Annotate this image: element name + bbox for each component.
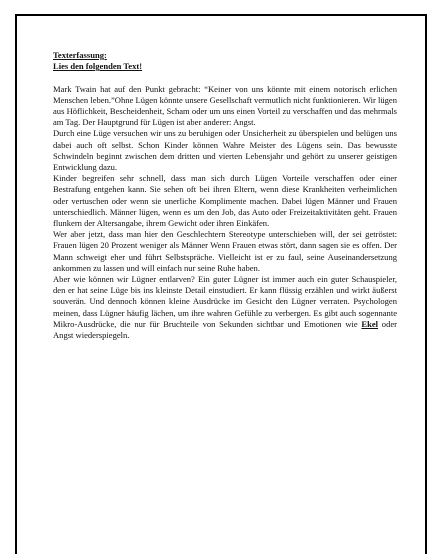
paragraph-5 (53, 274, 397, 341)
document-body (53, 50, 397, 341)
document-page (15, 14, 427, 554)
emphasized-word-ekel: Ekel (361, 318, 379, 329)
paragraph-2: Durch eine Lüge versuchen wir uns zu beruhigen oder Unsicherheit zu überspielen und belügen uns dabei auch oft selbst. Schon Kinder können Wahre Meister des Lügens sein. Das bewusste Schwindeln beginnt zwischen dem dritten und vierten Lebensjahr und gehört zu unserer geistigen Entwicklung dazu. (53, 128, 397, 173)
paragraph-3: Kinder begreifen sehr schnell, dass man sich durch Lügen Vorteile verschaffen oder einer Bestrafung entgehen kann. Sie sehen oft bei ihren Eltern, wenn diese Krankheiten verheimlichen oder vertuschen oder wenn sie unerliche Komplimente machen. Dabei lügen Männer und Frauen unterschiedlich. Männer lügen, wenn es um den Job, das Auto oder Freizeitaktivitäten geht. Frauen flunkern der Altersangabe, ihrem Gewicht oder ihren Einkäfen. (53, 173, 397, 229)
heading-texterfassung: Texterfassung: (53, 50, 107, 60)
heading-instruction: Lies den folgenden Text! (53, 61, 143, 72)
paragraph-5-text-after: oder Angst wiederspiegeln. (53, 318, 397, 341)
spacer (53, 72, 397, 83)
paragraph-1: Mark Twain hat auf den Punkt gebracht: “Keiner von uns könnte mit einem notorisch erlichen Menschen leben.”Ohne Lügen könnte unsere Gesellschaft vermutlich nicht funktionieren. Wir lügen aus Höflichkeit, Bescheidenheit, Scham oder um uns einen Vorteil zu verschaffen und das mehrmals am Tag. Der Hauptgrund für Lügen ist aber anderer: Angst. (53, 83, 397, 128)
paragraph-4: Wer aber jetzt, dass man hier den Geschlechtern Stereotype unterschieben will, der sei getröstet: Frauen lügen 20 Prozent weniger als Männer Wenn Frauen etwas stört, dann sagen sie es offen. Der Mann schweigt eher und führt Selbstspräche. Vielleicht ist er zu faul, seine Auseinandersetzung ankommen zu lassen und will einfach nur seine Ruhe haben. (53, 229, 397, 273)
paragraph-5-text-before: Aber wie können wir Lügner entlarven? Ein guter Lügner ist immer auch ein guter Schauspieler, den er hat seine Lüge bis ins kleinste Detail einstudiert. Er kann flüssig erzählen und wirkt äußerst souverän. Und dennoch können kleine Ausdrücke im Gesicht den Lügner verraten. Psychologen meinen, dass Lügner häufig lächen, um ihre wahren Gefühle zu verbergen. Es gibt auch sogennante Mikro-Ausdrücke, die nur für Bruchteile von Sekunden sichtbar und Emotionen wie (53, 274, 397, 329)
